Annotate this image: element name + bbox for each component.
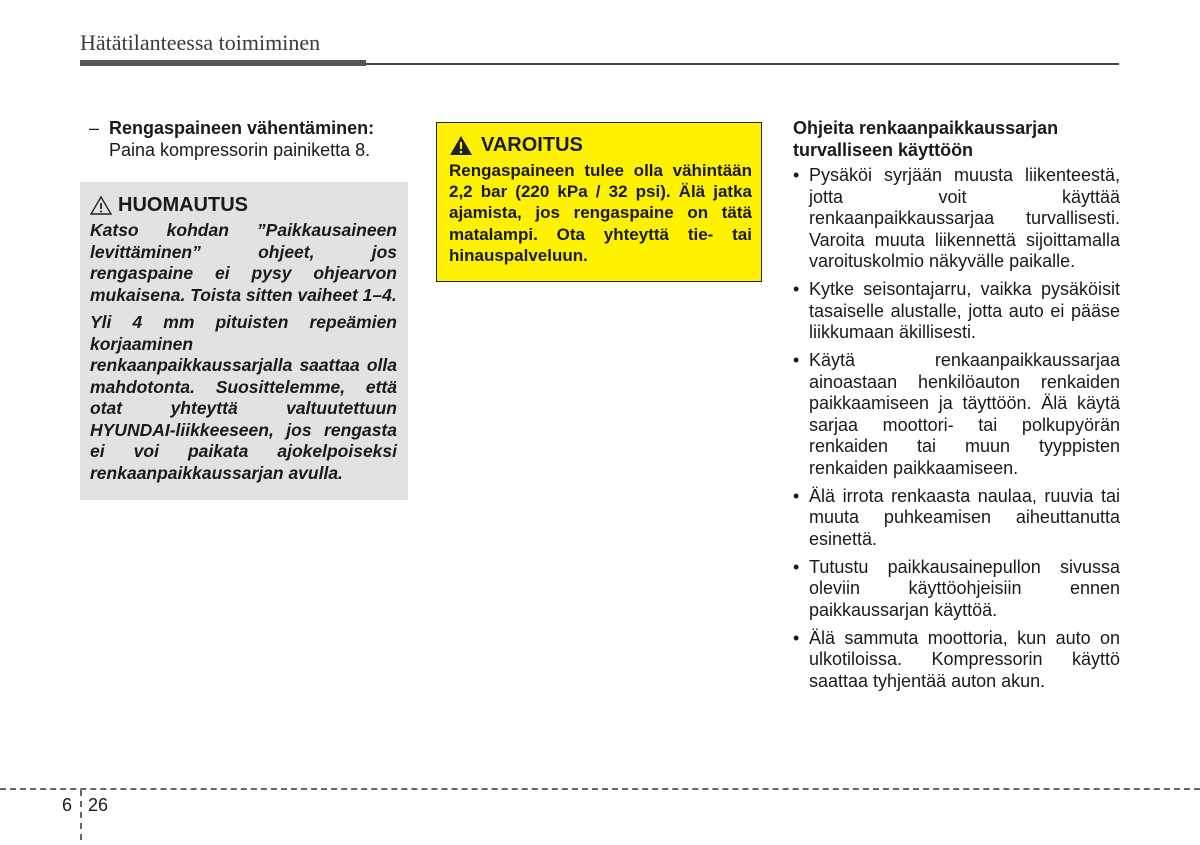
header-title: Hätätilanteessa toimiminen bbox=[80, 30, 321, 55]
bullet-list bbox=[793, 165, 1120, 692]
note-paragraph: Yli 4 mm pituisten repeämien korjaaminen renkaanpaikkaussarjalla saattaa olla mahdotonta. Suosittelemme, että otat yhteyttä valtuutettuun HYUNDAI-liikkeeseen, jos rengasta ei voi paikata ajokelpoiseksi renkaanpaikkaussarjan avulla. bbox=[90, 312, 397, 483]
list-item-text: Kytke seisontajarru, vaikka pysäköisit tasaiselle alustalle, jotta auto ei pääse liikkumaan äkillisesti. bbox=[809, 279, 1120, 342]
list-item-text: Tutustu paikkausainepullon sivussa oleviin käyttöohjeisiin ennen paikkaussarjan käyttöä. bbox=[809, 556, 1120, 620]
list-item bbox=[793, 350, 1120, 479]
bullet-marker: • bbox=[793, 556, 800, 577]
list-item bbox=[793, 557, 1120, 622]
list-item bbox=[793, 486, 1120, 551]
list-item-text: Älä sammuta moottoria, kun auto on ulkotiloissa. Kompressorin käyttö saattaa tyhjentää auton akun. bbox=[809, 627, 1120, 691]
header-rule bbox=[366, 63, 1119, 65]
list-item bbox=[793, 279, 1120, 344]
section-heading: Ohjeita renkaanpaikkaussarjan turvalliseen käyttöön bbox=[793, 118, 1059, 160]
note-title: HUOMAUTUS bbox=[118, 194, 248, 216]
warning-text: Rengaspaineen tulee olla vähintään 2,2 bar (220 kPa / 32 psi). Älä jatka ajamista, jos rengaspaine on tätä matalampi. Ota yhteyttä tie- tai hinauspalveluun. bbox=[449, 161, 752, 265]
footer-divider bbox=[80, 790, 82, 840]
bullet-marker: • bbox=[793, 485, 800, 506]
warning-triangle-icon bbox=[449, 135, 473, 156]
list-item bbox=[793, 165, 1120, 273]
header-bar bbox=[80, 60, 366, 66]
warning-box bbox=[436, 122, 762, 282]
dash-marker: – bbox=[89, 118, 100, 138]
dash-item-text: Paina kompressorin painiketta 8. bbox=[109, 139, 371, 160]
dash-item-heading: Rengaspaineen vähentäminen: bbox=[109, 118, 375, 138]
warning-title: VAROITUS bbox=[481, 134, 583, 156]
column-left bbox=[89, 118, 409, 161]
dash-list-item bbox=[89, 118, 409, 161]
page-number: 26 bbox=[88, 795, 109, 815]
list-item-text: Pysäköi syrjään muusta liikenteestä, jotta voit käyttää renkaanpaikkaussarjaa turvallisesti. Varoita muuta liikennettä sijoittamalla varoituskolmio näkyvälle paikalle. bbox=[809, 165, 1120, 271]
footer-rule bbox=[0, 788, 1200, 790]
bullet-marker: • bbox=[793, 165, 800, 185]
bullet-marker: • bbox=[793, 350, 800, 370]
note-paragraph: Katso kohdan ”Paikkausaineen levittäminen” ohjeet, jos rengaspaine ei pysy ohjearvon mukaisena. Toista sitten vaiheet 1–4. bbox=[90, 220, 397, 305]
list-item-text: Käytä renkaanpaikkaussarjaa ainoastaan henkilöauton renkaiden paikkaamiseen ja täyttöön. Älä käytä sarjaa moottori- tai polkupyörän renkaiden tai muun tyyppisten renkaiden paikkaamiseen. bbox=[809, 350, 1120, 478]
chapter-number: 6 bbox=[62, 795, 73, 815]
caution-triangle-icon bbox=[90, 195, 112, 215]
column-right bbox=[793, 118, 1120, 699]
note-box bbox=[80, 182, 408, 500]
bullet-marker: • bbox=[793, 627, 800, 648]
list-item-text: Älä irrota renkaasta naulaa, ruuvia tai muuta puhkeamisen aiheuttanutta esinettä. bbox=[809, 485, 1120, 549]
list-item bbox=[793, 628, 1120, 693]
bullet-marker: • bbox=[793, 279, 800, 299]
note-title-row bbox=[90, 192, 397, 218]
warning-title-row bbox=[449, 132, 752, 158]
